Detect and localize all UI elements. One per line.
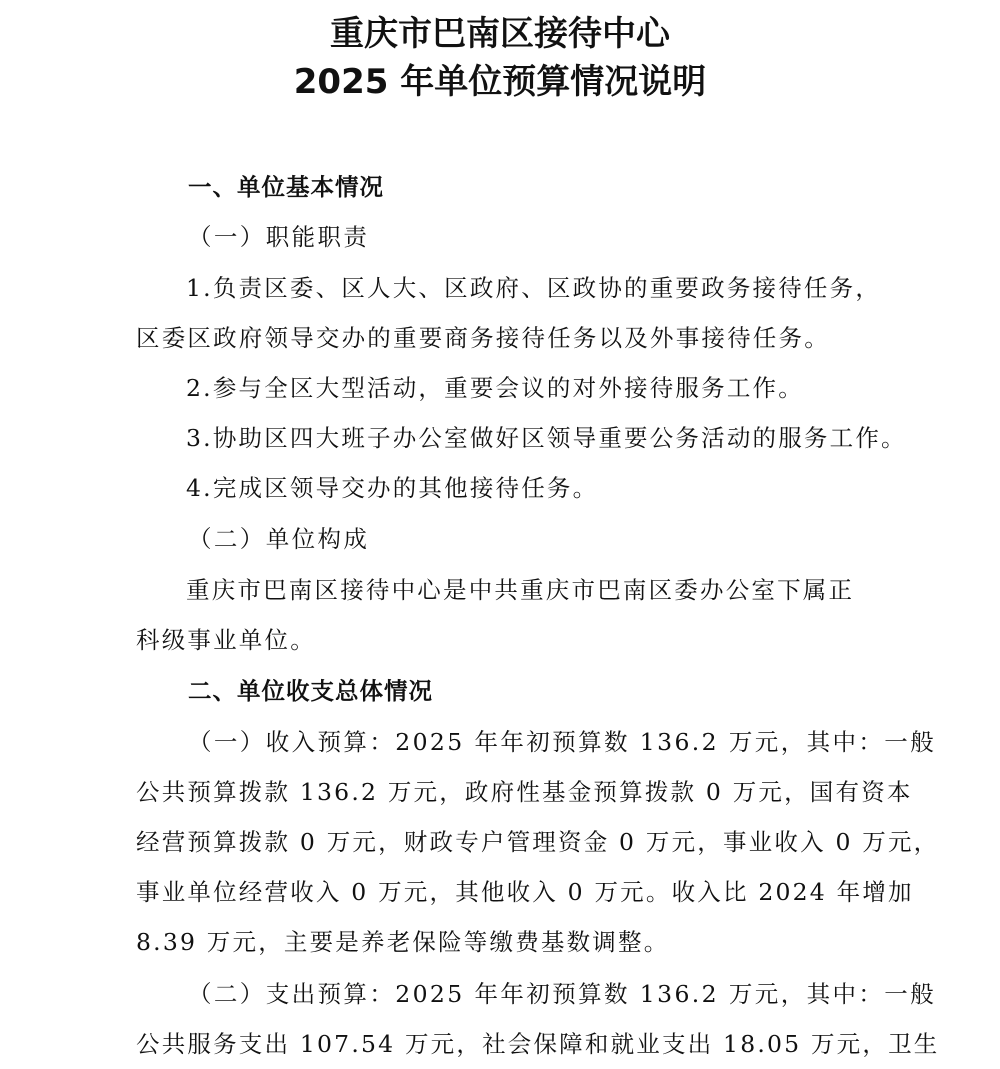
income-line-1 — [188, 727, 936, 757]
income-line-2: 公共预算拨款 136.2 万元，政府性基金预算拨款 0 万元，国有资本 — [136, 778, 913, 806]
duty-item-4: 4.完成区领导交办的其他接待任务。 — [186, 474, 599, 502]
subsection-composition-heading: （二）单位构成 — [188, 525, 370, 553]
income-line-5: 8.39 万元，主要是养老保险等缴费基数调整。 — [136, 928, 670, 956]
income-line-3: 经营预算拨款 0 万元，财政专户管理资金 0 万元，事业收入 0 万元， — [136, 828, 940, 856]
expense-line-1 — [188, 979, 936, 1009]
composition-line-2: 科级事业单位。 — [136, 626, 316, 654]
document-title-line-1: 重庆市巴南区接待中心 — [330, 14, 670, 54]
income-label: （一）收入预算 — [188, 728, 370, 756]
expense-label: （二）支出预算 — [188, 980, 370, 1008]
composition-line-1: 重庆市巴南区接待中心是中共重庆市巴南区委办公室下属正 — [186, 576, 855, 604]
document-title-line-2: 2025 年单位预算情况说明 — [293, 62, 707, 102]
income-line-1-text: ：2025 年年初预算数 136.2 万元，其中：一般 — [369, 728, 937, 756]
duty-item-1-line-2: 区委区政府领导交办的重要商务接待任务以及外事接待任务。 — [136, 324, 830, 352]
duty-item-1-line-1: 1.负责区委、区人大、区政府、区政协的重要政务接待任务， — [186, 274, 882, 302]
expense-line-1-text: ：2025 年年初预算数 136.2 万元，其中：一般 — [369, 980, 937, 1008]
duty-item-3: 3.协助区四大班子办公室做好区领导重要公务活动的服务工作。 — [186, 424, 907, 452]
subsection-duties-heading: （一）职能职责 — [188, 223, 370, 251]
expense-line-2: 公共服务支出 107.54 万元，社会保障和就业支出 18.05 万元，卫生 — [136, 1030, 940, 1058]
section-2-heading: 二、单位收支总体情况 — [188, 677, 433, 705]
section-1-heading: 一、单位基本情况 — [188, 173, 384, 201]
income-line-4: 事业单位经营收入 0 万元，其他收入 0 万元。收入比 2024 年增加 — [136, 878, 914, 906]
duty-item-2: 2.参与全区大型活动，重要会议的对外接待服务工作。 — [186, 374, 804, 402]
